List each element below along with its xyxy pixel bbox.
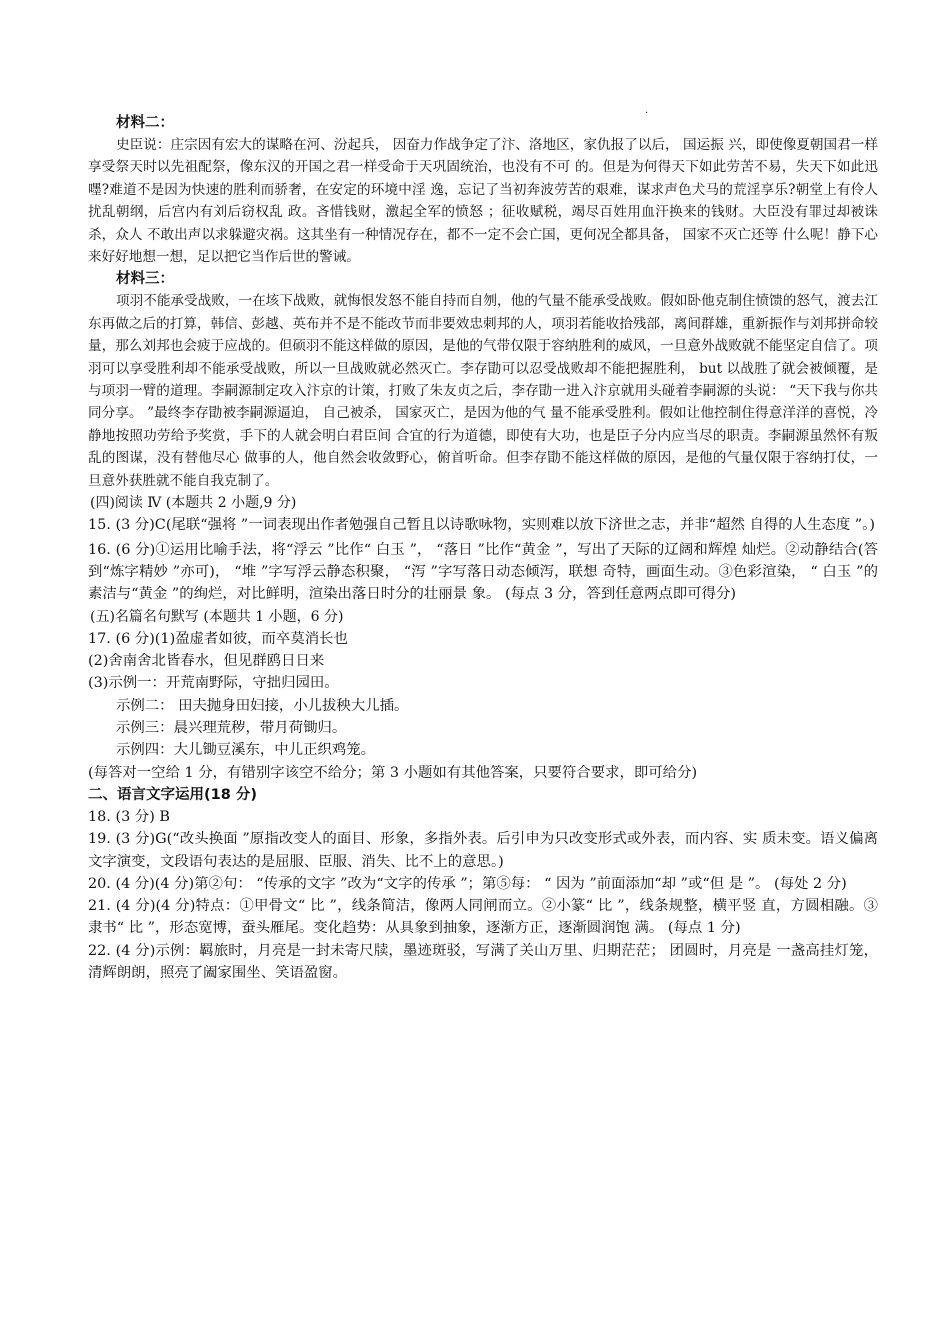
answer-15: 15. (3 分)C(尾联“强将 ”一词表现出作者勉强自己暂且以诗歌咏物，实则难以放下济世之志，并非“超然 自得的人生态度 ”。)	[88, 517, 875, 534]
answer-18: 18. (3 分) B	[88, 808, 170, 825]
material-3-heading: 材料三：	[116, 271, 174, 288]
material-2-text: 史臣说：庄宗因有宏大的谋略在河、汾起兵， 因奋力作战争定了汴、洛地区，家仇报了以后， 国运振 兴，即使像夏朝国君一样享受祭天时以先祖配祭，像东汉的开国之君一样受命于天巩固统治，也没有不可 的。但是为何得天下如此劳苦不易，失天下如此迅嚜?难道不是因为快速的胜利而骄奢，在安定的环境中淫 逸，忘记了当初奔波劳苦的艰难，谋求声色犬马的荒淫享乐?朝堂上有伶人扰乱朝纲，后宫内有刘后窃权乱 政。吝惜钱财，激起全军的愤怒 ；征收赋税，竭尽百姓用血汗换来的钱财。大臣没有罪过却被诛杀，众人 不敢出声以求躲避灾祸。这其坐有一种情况存在，都不一定不会亡国，更何况全都具备， 国家不灭亡还等 什么呢！静下心来好好地想一想，足以把它当作后世的警诫。	[88, 137, 878, 266]
answer-22: 22. (4 分)示例：羁旅时，月亮是一封未寄尺牍，墨迹斑驳，写满了关山万里、归期茫茫； 团圆时，月亮是 一盏高挂灯笼，清辉朗朗，照亮了阖家围坐、笑语盈窗。	[88, 942, 878, 982]
section-5-heading: (五)名篇名句默写 (本题共 1 小题，6 分)	[90, 608, 344, 625]
material-3-text: 项羽不能承受战败，一在垓下战败，就悔恨发怒不能自持而自刎，他的气量不能承受战败。假如卧他克制住愤馈的怒气，渡去江东再做之后的打算，韩信、彭越、英布并不是不能改节而非要效忠刺邦的人，项羽若能收拾残部，离间群雄，重新振作与刘邦拼命较量，那么刘邦也会疲于应战的。但硕羽不能这样做的原因，是他的气带仅限于容纳胜利的威风，一旦意外战败就不能坚定自信了。项羽可以享受胜利却不能承受战败，所以一旦战败就必然灭亡。李存勖可以忍受战败却不能把握胜利， but 以战胜了就会被倾覆，是与项羽一臂的道理。李嗣源制定攻入汴京的计策，打败了朱友贞之后，李存勖一进入汴京就用头碰着李嗣源的头说： “天下我与你共同分享。 ”最终李存勖被李嗣源逼迫， 自己被杀， 国家灭亡，是因为他的气 量不能承受胜利。假如让他控制住得意洋洋的喜悦，冷静地按照功劳给予奖赏，手下的人就会明白君臣间 合宜的行为道德，即使有大功，也是臣子分内应当尽的职责。李嗣源虽然怀有叛乱的图谋，没有替他尽心 做事的人，他自然会收敛野心，俯首听命。但李存勖不能这样做的原因，是他的气量仅限于容纳打仗，一 旦意外获胜就不能自我克制了。	[88, 293, 878, 489]
stray-dot: ·	[645, 108, 649, 119]
answer-16: 16. (6 分)①运用比喻手法，将“浮云 ”比作“ 白玉 ”， “落日 ”比作“黄金 ”，写出了天际的辽阔和辉煌 灿烂。②动静结合(答到“炼字精妙 ”亦可)， “堆 ”字写浮云静态积聚， “泻 ”字写落日动态倾泻，联想 奇特，画面生动。③色彩渲染， “ 白玉 ”的素洁与“黄金 ”的绚烂，对比鲜明，渲染出落日时分的壮丽景 象。 (每点 3 分，答到任意两点即可得分)	[88, 541, 878, 603]
answer-17-example-3: 示例三：晨兴理荒秽，带月荷锄归。	[116, 720, 347, 737]
answer-17-scoring-note: (每答对一空给 1 分，有错别字该空不给分；第 3 小题如有其他答案，只要符合要求，即可给分)	[88, 764, 698, 781]
answer-17-line-1: 17. (6 分)(1)盈虚者如彼，而卒莫消长也	[88, 630, 348, 647]
answer-20: 20. (4 分)(4 分)第②句： “传承的文字 ”改为“文字的传承 ”；第⑤每： “ 因为 ”前面添加“却 ”或“但 是 ”。 (每处 2 分)	[88, 875, 847, 892]
part-2-heading: 二、语言文字运用(18 分)	[88, 786, 257, 803]
answer-17-line-3: (3)示例一：开荒南野际，守拙归园田。	[88, 675, 339, 692]
answer-21: 21. (4 分)(4 分)特点：①甲骨文“ 比 ”，线条简洁，像两人同闸而立。②小篆“ 比 ”，线条规整，横平竖 直，方圆相融。③隶书“ 比 ”，形态宽博，蚕头雁尾。变化趋势：从具象到抽象，逐渐方正，逐渐圆润饱 满。 (每点 1 分)	[88, 898, 878, 937]
section-4-heading: (四)阅读 Ⅳ (本题共 2 小题,9 分)	[90, 495, 297, 512]
answer-17-line-2: (2)舍南舍北皆春水，但见群鸥日日来	[88, 653, 325, 670]
answer-17-example-4: 示例四：大儿锄豆溪东，中儿正织鸡笼。	[116, 742, 376, 759]
material-2-heading: 材料二：	[116, 115, 174, 131]
answer-page	[88, 112, 878, 984]
answer-17-example-2: 示例二： 田夫抛身田妇接，小儿拔秧大儿插。	[116, 697, 409, 714]
answer-19: 19. (3 分)G(“改头换面 ”原指改变人的面目、形象，多指外表。后引申为只改变形式或外表，而内容、实 质未变。语义偏离文字演变，文段语句表达的是屈服、臣服、消失、比不上的意思。)	[88, 831, 878, 870]
